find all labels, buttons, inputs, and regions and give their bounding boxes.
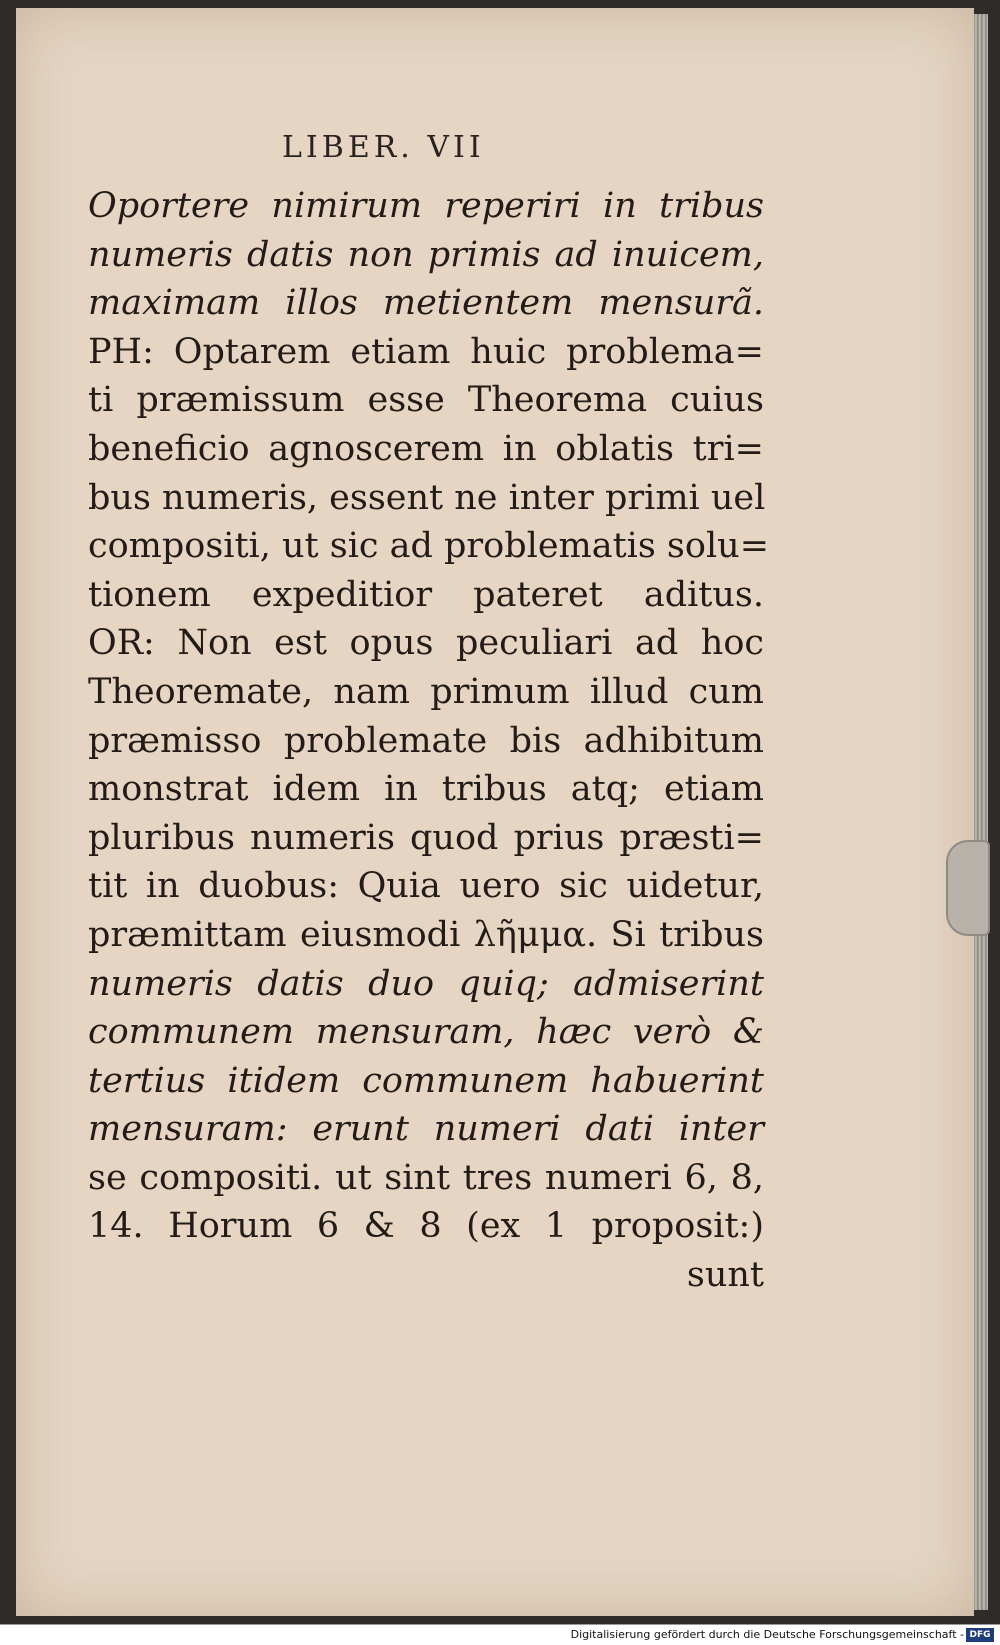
text-line: pluribus numeris quod prius præsti=: [88, 817, 764, 858]
text-line: PH: Optarem etiam huic problema=: [88, 331, 764, 372]
text-line: tionem expeditior pateret aditus.: [88, 574, 764, 615]
text-line: præmisso problemate bis adhibitum: [88, 720, 764, 761]
text-line: maximam illos metientem mensurã.: [88, 283, 764, 324]
text-line: mensuram: erunt numeri dati inter: [88, 1109, 764, 1150]
text-line: tertius itidem communem habuerint: [88, 1060, 764, 1101]
text-line: 14. Horum 6 & 8 (ex 1 proposit:): [88, 1206, 764, 1247]
text-line: Theoremate, nam primum illud cum: [88, 671, 764, 712]
running-head: LIBER. VII: [282, 130, 485, 165]
text-line: OR: Non est opus peculiari ad hoc: [88, 623, 764, 664]
text-line: bus numeris, essent ne inter primi uel: [88, 477, 766, 518]
text-line: monstrat idem in tribus atq; etiam: [88, 769, 764, 810]
text-line: numeris datis duo quiq; admiserint: [88, 963, 764, 1004]
page-body: [88, 182, 770, 1300]
dfg-logo: DFG: [966, 1628, 994, 1642]
page-clip: [946, 840, 990, 936]
text-line: Oportere nimirum reperiri in tribus: [88, 186, 764, 226]
text-line: communem mensuram, hæc verò &: [88, 1012, 764, 1053]
footer-credit: Digitalisierung gefördert durch die Deutsche Forschungsgemeinschaft -: [570, 1628, 964, 1641]
text-line: tit in duobus: Quia uero sic uidetur,: [88, 866, 764, 907]
text-line: beneficio agnoscerem in oblatis tri=: [88, 428, 764, 469]
text-line: se compositi. ut sint tres numeri 6, 8,: [88, 1157, 764, 1198]
text-line: compositi, ut sic ad problematis solu=: [88, 526, 770, 567]
text-line: præmittam eiusmodi λῆμμα. Si tribus: [88, 914, 764, 955]
text-line: ti præmissum esse Theorema cuius: [88, 380, 764, 421]
text-line: numeris datis non primis ad inuicem,: [88, 234, 764, 275]
catchword: sunt: [686, 1255, 764, 1296]
footer-bar: [0, 1624, 1000, 1645]
page-edge: [974, 14, 988, 1610]
